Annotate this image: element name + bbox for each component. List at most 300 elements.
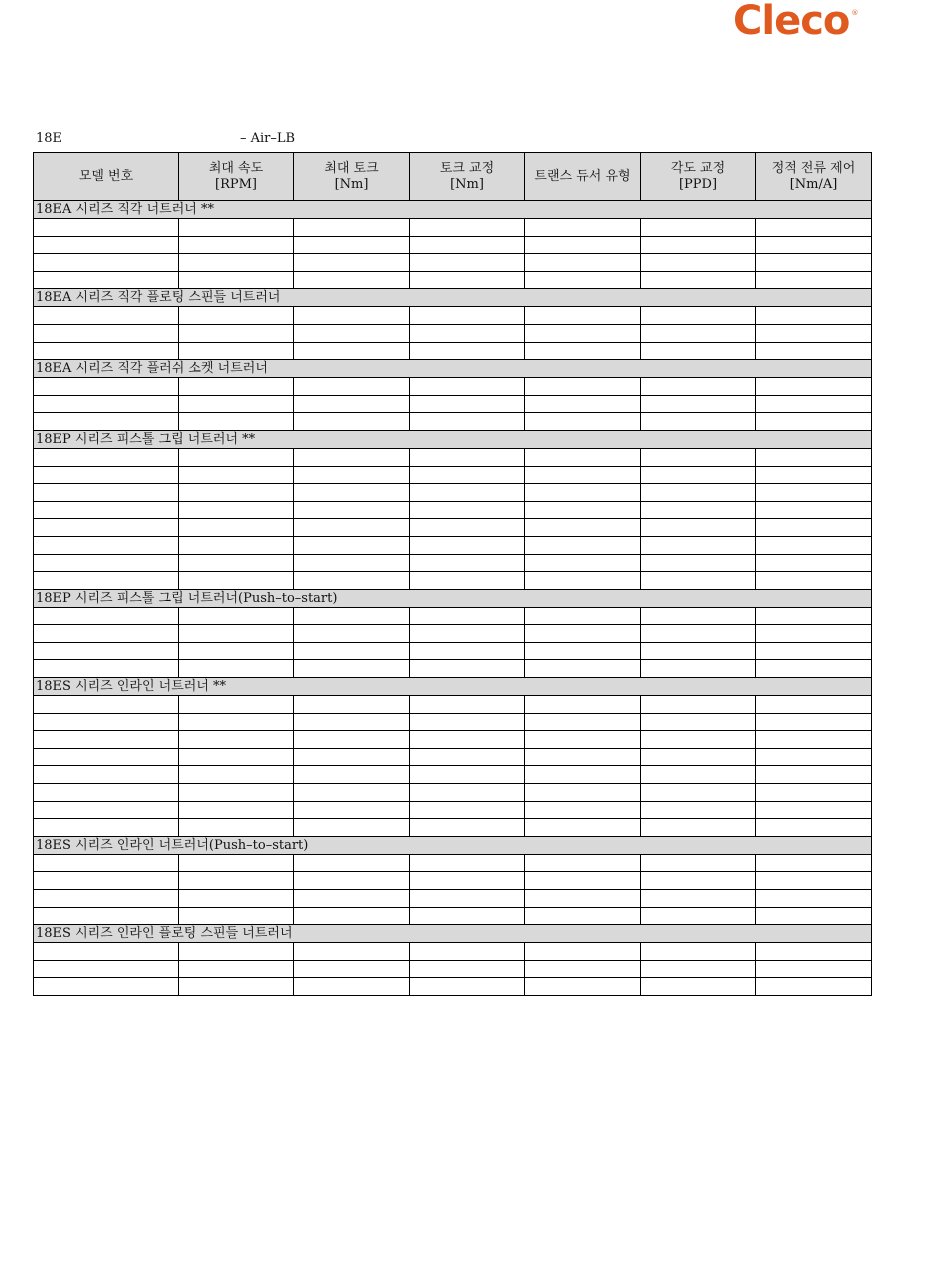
table-cell	[756, 784, 872, 802]
table-cell	[410, 696, 525, 714]
table-cell	[756, 378, 872, 396]
table-cell	[294, 236, 410, 254]
table-cell	[410, 324, 525, 342]
table-cell	[641, 519, 756, 537]
table-cell	[641, 466, 756, 484]
table-cell	[34, 854, 179, 872]
table-row	[34, 554, 872, 572]
table-cell	[294, 854, 410, 872]
table-cell	[410, 978, 525, 996]
table-cell	[179, 907, 294, 925]
table-row	[34, 731, 872, 749]
table-cell	[179, 801, 294, 819]
table-cell	[410, 448, 525, 466]
table-cell	[641, 819, 756, 837]
table-cell	[34, 484, 179, 502]
table-cell	[179, 307, 294, 325]
table-cell	[756, 748, 872, 766]
table-cell	[34, 784, 179, 802]
table-cell	[294, 378, 410, 396]
title-suffix: – Air–LB	[240, 131, 296, 146]
table-cell	[641, 642, 756, 660]
table-cell	[525, 554, 641, 572]
table-row	[34, 378, 872, 396]
table-cell	[641, 342, 756, 360]
table-cell	[525, 660, 641, 678]
table-cell	[525, 978, 641, 996]
table-cell	[525, 254, 641, 272]
table-cell	[525, 872, 641, 890]
table-cell	[525, 466, 641, 484]
table-row	[34, 413, 872, 431]
table-cell	[34, 324, 179, 342]
table-cell	[179, 395, 294, 413]
table-row	[34, 484, 872, 502]
table-cell	[410, 713, 525, 731]
table-cell	[410, 219, 525, 237]
table-cell	[294, 748, 410, 766]
table-cell	[756, 395, 872, 413]
section-title: 18EA 시리즈 직각 플로팅 스핀들 너트러너	[34, 289, 872, 307]
table-cell	[756, 978, 872, 996]
table-cell	[756, 607, 872, 625]
table-cell	[179, 748, 294, 766]
table-row	[34, 501, 872, 519]
table-cell	[525, 378, 641, 396]
table-row	[34, 572, 872, 590]
table-row	[34, 536, 872, 554]
table-cell	[410, 413, 525, 431]
table-cell	[34, 554, 179, 572]
table-cell	[756, 413, 872, 431]
table-cell	[525, 943, 641, 961]
table-cell	[294, 536, 410, 554]
table-cell	[179, 960, 294, 978]
table-cell	[179, 413, 294, 431]
table-cell	[525, 484, 641, 502]
table-row	[34, 395, 872, 413]
table-cell	[34, 378, 179, 396]
table-cell	[525, 519, 641, 537]
table-cell	[179, 978, 294, 996]
table-cell	[34, 642, 179, 660]
table-cell	[410, 536, 525, 554]
table-cell	[525, 713, 641, 731]
table-row	[34, 784, 872, 802]
table-cell	[179, 696, 294, 714]
table-row	[34, 448, 872, 466]
table-cell	[410, 307, 525, 325]
table-cell	[641, 219, 756, 237]
table-cell	[641, 943, 756, 961]
table-cell	[179, 572, 294, 590]
table-cell	[641, 536, 756, 554]
table-cell	[34, 766, 179, 784]
table-cell	[34, 448, 179, 466]
table-cell	[756, 872, 872, 890]
section-header-row	[34, 925, 872, 943]
table-cell	[410, 236, 525, 254]
table-cell	[641, 978, 756, 996]
table-cell	[34, 872, 179, 890]
table-cell	[179, 236, 294, 254]
table-cell	[179, 378, 294, 396]
table-cell	[525, 890, 641, 908]
table-cell	[34, 395, 179, 413]
table-cell	[641, 484, 756, 502]
table-row	[34, 219, 872, 237]
section-title: 18EP 시리즈 피스톨 그립 너트러너 **	[34, 430, 872, 448]
table-row	[34, 854, 872, 872]
table-cell	[294, 943, 410, 961]
table-cell	[641, 660, 756, 678]
table-cell	[34, 536, 179, 554]
col-header-static-current-control: 정적 전류 제어 [Nm/A]	[756, 153, 872, 201]
table-cell	[34, 236, 179, 254]
table-cell	[756, 572, 872, 590]
table-cell	[525, 219, 641, 237]
section-header-row	[34, 201, 872, 219]
table-cell	[756, 342, 872, 360]
table-cell	[34, 501, 179, 519]
table-cell	[179, 607, 294, 625]
table-row	[34, 978, 872, 996]
table-cell	[34, 748, 179, 766]
table-row	[34, 660, 872, 678]
table-cell	[410, 819, 525, 837]
table-row	[34, 607, 872, 625]
table-row	[34, 713, 872, 731]
table-cell	[294, 342, 410, 360]
table-cell	[179, 943, 294, 961]
table-row	[34, 625, 872, 643]
table-row	[34, 696, 872, 714]
table-cell	[525, 448, 641, 466]
table-cell	[525, 625, 641, 643]
table-cell	[294, 731, 410, 749]
table-cell	[756, 466, 872, 484]
table-cell	[179, 625, 294, 643]
table-cell	[756, 501, 872, 519]
table-row	[34, 466, 872, 484]
table-cell	[294, 801, 410, 819]
table-row	[34, 872, 872, 890]
table-cell	[34, 907, 179, 925]
table-cell	[294, 466, 410, 484]
table-cell	[756, 731, 872, 749]
table-cell	[641, 236, 756, 254]
table-cell	[294, 413, 410, 431]
table-cell	[34, 625, 179, 643]
table-cell	[641, 448, 756, 466]
table-row	[34, 943, 872, 961]
table-cell	[410, 378, 525, 396]
table-cell	[641, 890, 756, 908]
table-cell	[641, 766, 756, 784]
table-cell	[34, 572, 179, 590]
table-cell	[179, 713, 294, 731]
col-header-model: 모델 번호	[34, 153, 179, 201]
table-cell	[294, 819, 410, 837]
table-cell	[410, 731, 525, 749]
table-cell	[756, 536, 872, 554]
table-cell	[525, 642, 641, 660]
table-cell	[756, 696, 872, 714]
table-cell	[179, 784, 294, 802]
table-cell	[294, 607, 410, 625]
table-cell	[179, 324, 294, 342]
table-cell	[294, 572, 410, 590]
table-cell	[294, 784, 410, 802]
table-cell	[179, 254, 294, 272]
table-cell	[34, 660, 179, 678]
table-cell	[641, 907, 756, 925]
table-cell	[756, 907, 872, 925]
section-header-row	[34, 360, 872, 378]
table-cell	[410, 872, 525, 890]
table-cell	[525, 907, 641, 925]
table-cell	[641, 625, 756, 643]
table-cell	[756, 625, 872, 643]
table-cell	[34, 413, 179, 431]
section-title: 18EP 시리즈 피스톨 그립 너트러너(Push–to–start)	[34, 589, 872, 607]
table-cell	[179, 872, 294, 890]
table-cell	[525, 413, 641, 431]
table-row	[34, 254, 872, 272]
table-cell	[641, 271, 756, 289]
table-cell	[410, 466, 525, 484]
table-cell	[34, 943, 179, 961]
table-cell	[34, 696, 179, 714]
table-cell	[410, 890, 525, 908]
table-cell	[294, 554, 410, 572]
table-cell	[34, 254, 179, 272]
table-cell	[294, 219, 410, 237]
table-cell	[641, 395, 756, 413]
table-cell	[294, 907, 410, 925]
table-cell	[34, 271, 179, 289]
table-cell	[294, 324, 410, 342]
table-cell	[525, 342, 641, 360]
table-cell	[756, 890, 872, 908]
table-cell	[525, 854, 641, 872]
table-cell	[641, 501, 756, 519]
table-cell	[756, 271, 872, 289]
table-cell	[525, 607, 641, 625]
spec-table	[33, 152, 872, 996]
table-cell	[410, 484, 525, 502]
section-header-row	[34, 836, 872, 854]
table-cell	[525, 766, 641, 784]
table-cell	[34, 960, 179, 978]
table-cell	[179, 731, 294, 749]
table-cell	[34, 219, 179, 237]
table-cell	[641, 307, 756, 325]
section-title: 18EA 시리즈 직각 플러쉬 소켓 너트러너	[34, 360, 872, 378]
table-cell	[34, 607, 179, 625]
table-cell	[756, 854, 872, 872]
table-cell	[525, 572, 641, 590]
table-cell	[641, 607, 756, 625]
table-cell	[294, 484, 410, 502]
table-cell	[641, 872, 756, 890]
table-cell	[34, 801, 179, 819]
table-cell	[756, 324, 872, 342]
table-cell	[641, 413, 756, 431]
table-row	[34, 307, 872, 325]
table-cell	[294, 960, 410, 978]
section-header-row	[34, 430, 872, 448]
table-cell	[756, 554, 872, 572]
table-cell	[525, 236, 641, 254]
section-title: 18ES 시리즈 인라인 너트러너(Push–to–start)	[34, 836, 872, 854]
table-cell	[756, 943, 872, 961]
table-cell	[756, 819, 872, 837]
table-cell	[641, 713, 756, 731]
table-cell	[179, 448, 294, 466]
table-cell	[34, 519, 179, 537]
table-row	[34, 819, 872, 837]
table-cell	[34, 819, 179, 837]
table-cell	[641, 554, 756, 572]
table-cell	[410, 607, 525, 625]
table-cell	[756, 660, 872, 678]
document-title	[36, 131, 876, 147]
table-cell	[525, 501, 641, 519]
logo-text: Cleco	[733, 0, 850, 44]
table-row	[34, 960, 872, 978]
title-model: 18E	[36, 131, 63, 146]
table-row	[34, 766, 872, 784]
table-cell	[756, 801, 872, 819]
table-cell	[294, 978, 410, 996]
table-cell	[179, 554, 294, 572]
table-cell	[641, 254, 756, 272]
table-cell	[410, 660, 525, 678]
table-cell	[641, 731, 756, 749]
table-cell	[410, 766, 525, 784]
table-cell	[756, 519, 872, 537]
table-cell	[525, 819, 641, 837]
table-cell	[410, 907, 525, 925]
table-cell	[525, 536, 641, 554]
table-cell	[34, 978, 179, 996]
table-cell	[641, 784, 756, 802]
table-cell	[525, 801, 641, 819]
table-cell	[410, 854, 525, 872]
table-cell	[525, 748, 641, 766]
table-cell	[179, 642, 294, 660]
table-row	[34, 324, 872, 342]
table-cell	[756, 766, 872, 784]
table-cell	[525, 731, 641, 749]
col-header-angle-calibration: 각도 교정 [PPD]	[641, 153, 756, 201]
table-cell	[410, 572, 525, 590]
table-cell	[294, 307, 410, 325]
table-cell	[641, 378, 756, 396]
table-cell	[294, 448, 410, 466]
table-cell	[294, 872, 410, 890]
table-cell	[410, 519, 525, 537]
section-header-row	[34, 678, 872, 696]
section-title: 18EA 시리즈 직각 너트러너 **	[34, 201, 872, 219]
table-cell	[179, 484, 294, 502]
registered-mark: ®	[851, 9, 859, 17]
section-title: 18ES 시리즈 인라인 너트러너 **	[34, 678, 872, 696]
table-cell	[179, 466, 294, 484]
table-cell	[179, 342, 294, 360]
table-cell	[641, 960, 756, 978]
col-header-transducer-type: 트랜스 듀서 유형	[525, 153, 641, 201]
table-cell	[179, 501, 294, 519]
col-header-max-speed: 최대 속도 [RPM]	[179, 153, 294, 201]
table-row	[34, 748, 872, 766]
table-cell	[179, 819, 294, 837]
table-cell	[525, 324, 641, 342]
table-cell	[294, 271, 410, 289]
table-cell	[294, 642, 410, 660]
table-cell	[410, 254, 525, 272]
table-cell	[34, 342, 179, 360]
table-cell	[525, 395, 641, 413]
table-cell	[410, 748, 525, 766]
cleco-logo	[733, 0, 859, 44]
spec-table-body	[34, 201, 872, 996]
section-title: 18ES 시리즈 인라인 플로팅 스핀들 너트러너	[34, 925, 872, 943]
table-cell	[294, 890, 410, 908]
section-header-row	[34, 289, 872, 307]
table-cell	[410, 784, 525, 802]
table-row	[34, 642, 872, 660]
table-cell	[410, 801, 525, 819]
table-cell	[525, 307, 641, 325]
table-row	[34, 801, 872, 819]
table-cell	[641, 801, 756, 819]
table-cell	[294, 625, 410, 643]
table-cell	[525, 271, 641, 289]
table-cell	[756, 236, 872, 254]
table-cell	[756, 960, 872, 978]
table-cell	[410, 960, 525, 978]
col-header-torque-calibration: 토크 교정 [Nm]	[410, 153, 525, 201]
table-cell	[410, 625, 525, 643]
table-cell	[756, 713, 872, 731]
table-cell	[756, 254, 872, 272]
table-cell	[641, 696, 756, 714]
table-cell	[410, 395, 525, 413]
table-cell	[756, 307, 872, 325]
table-cell	[525, 696, 641, 714]
table-cell	[34, 890, 179, 908]
col-header-max-torque: 최대 토크 [Nm]	[294, 153, 410, 201]
table-cell	[294, 501, 410, 519]
table-cell	[756, 642, 872, 660]
table-cell	[756, 484, 872, 502]
header-row	[34, 153, 872, 201]
table-cell	[641, 572, 756, 590]
table-cell	[294, 395, 410, 413]
table-cell	[34, 466, 179, 484]
table-cell	[525, 784, 641, 802]
table-cell	[294, 713, 410, 731]
table-cell	[34, 307, 179, 325]
table-cell	[410, 554, 525, 572]
table-cell	[179, 271, 294, 289]
table-cell	[179, 219, 294, 237]
table-cell	[410, 501, 525, 519]
table-cell	[294, 660, 410, 678]
table-cell	[756, 448, 872, 466]
